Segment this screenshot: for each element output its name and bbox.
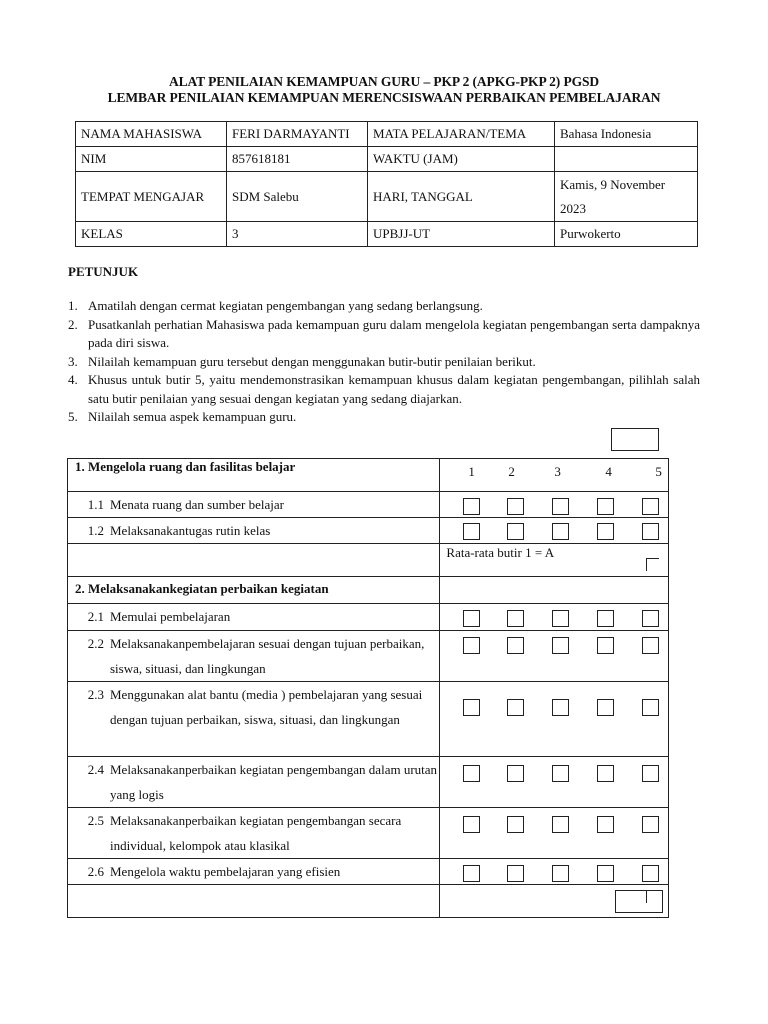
- rating-checkbox[interactable]: [507, 610, 524, 627]
- waktu-label: WAKTU (JAM): [368, 147, 555, 172]
- waktu-value: [555, 147, 698, 172]
- table-row: [68, 459, 669, 492]
- table-row: [68, 859, 669, 885]
- rating-checkbox[interactable]: [642, 610, 659, 627]
- document-subtitle: LEMBAR PENILAIAN KEMAMPUAN MERENCSISWAAN PERBAIKAN PEMBELAJARAN: [107, 90, 661, 105]
- rating-checkbox[interactable]: [463, 699, 480, 716]
- section1-heading: 1. Mengelola ruang dan fasilitas belajar: [68, 459, 440, 492]
- rating-checkbox[interactable]: [597, 765, 614, 782]
- rating-checkbox[interactable]: [597, 610, 614, 627]
- score-box[interactable]: [611, 428, 659, 451]
- list-item: [68, 353, 700, 372]
- table-row: [76, 222, 698, 247]
- rating-checkbox[interactable]: [552, 865, 569, 882]
- rating-checkbox[interactable]: [552, 699, 569, 716]
- item-number: 4.: [68, 372, 78, 387]
- item-text: Mengelola waktu pembelajaran yang efisien: [110, 864, 341, 879]
- item-number: 1.: [68, 298, 78, 313]
- scale-label: 5: [655, 464, 662, 479]
- rating-checkbox[interactable]: [463, 637, 480, 654]
- rating-checkbox[interactable]: [642, 498, 659, 515]
- item-text: Khusus untuk butir 5, yaitu mendemonstrasikan kemampuan khusus dalam kegiatan pengembangan, pilihlah salah satu butir penilaian yang sesuai dengan kegiatan yang sedang diajarkan.: [88, 372, 700, 406]
- rating-checkbox[interactable]: [642, 765, 659, 782]
- scale-label: 2: [508, 464, 515, 479]
- empty-cell: [68, 885, 440, 918]
- rating-checkbox[interactable]: [463, 523, 480, 540]
- rating-checkbox[interactable]: [552, 610, 569, 627]
- tempat-label: TEMPAT MENGAJAR: [76, 172, 227, 222]
- upbjj-label: UPBJJ-UT: [368, 222, 555, 247]
- table-row: [68, 885, 669, 918]
- hari-value: [555, 172, 698, 222]
- rating-cell: [440, 757, 669, 808]
- rating-checkbox[interactable]: [463, 765, 480, 782]
- rating-checkbox[interactable]: [507, 523, 524, 540]
- item-number: 2.4: [87, 762, 104, 777]
- table-row: [76, 172, 698, 222]
- rating-checkbox[interactable]: [597, 816, 614, 833]
- document-header: [0, 74, 768, 106]
- table-row: [68, 544, 669, 577]
- item-number: 5.: [68, 409, 78, 424]
- average-label: Rata-rata butir 1 = A: [446, 545, 555, 560]
- rating-cell: [440, 518, 669, 544]
- item-text: Menggunakan alat bantu (media ) pembelajaran yang sesuai dengan tujuan perbaikan, siswa, situasi, dan lingkungan: [110, 687, 423, 727]
- rating-checkbox[interactable]: [597, 523, 614, 540]
- tempat-value: SDM Salebu: [227, 172, 368, 222]
- identity-table: [75, 121, 698, 247]
- rating-checkbox[interactable]: [642, 523, 659, 540]
- list-item: [68, 408, 700, 427]
- evaluation-table: [67, 458, 669, 918]
- rating-checkbox[interactable]: [642, 865, 659, 882]
- hari-value-line1: Kamis, 9 November: [560, 176, 666, 192]
- item-number: 2.: [68, 316, 78, 332]
- item-number: 2.2: [87, 636, 104, 651]
- table-row: [68, 631, 669, 682]
- rating-checkbox[interactable]: [552, 498, 569, 515]
- item-text: Melaksanakanpembelajaran sesuai dengan tujuan perbaikan, siswa, situasi, dan lingkungan: [110, 636, 425, 676]
- item-number: 1.1: [87, 497, 104, 512]
- criteria-item: [68, 631, 440, 682]
- average-cell: [440, 544, 669, 577]
- petunjuk-heading: PETUNJUK: [68, 264, 139, 279]
- nim-label: NIM: [76, 147, 227, 172]
- table-row: [68, 682, 669, 757]
- table-row: [76, 122, 698, 147]
- criteria-item: [68, 682, 440, 757]
- nama-value: FERI DARMAYANTI: [227, 122, 368, 147]
- item-number: 2.6: [87, 864, 104, 879]
- item-text: Memulai pembelajaran: [110, 609, 231, 624]
- kelas-label: KELAS: [76, 222, 227, 247]
- criteria-item: [68, 808, 440, 859]
- rating-checkbox[interactable]: [642, 637, 659, 654]
- upbjj-value: Purwokerto: [555, 222, 698, 247]
- nim-value: 857618181: [227, 147, 368, 172]
- criteria-item: [68, 492, 440, 518]
- rating-checkbox[interactable]: [507, 765, 524, 782]
- result-corner-mark: [646, 890, 659, 903]
- criteria-item: [68, 757, 440, 808]
- item-text: Amatilah dengan cermat kegiatan pengembangan yang sedang berlangsung.: [88, 298, 483, 313]
- rating-checkbox[interactable]: [597, 865, 614, 882]
- scale-header: [440, 459, 669, 492]
- rating-checkbox[interactable]: [507, 699, 524, 716]
- scale-label: 4: [605, 464, 612, 479]
- scale-label: 1: [468, 464, 475, 479]
- rating-cell: [440, 492, 669, 518]
- rating-checkbox[interactable]: [507, 816, 524, 833]
- document-title: ALAT PENILAIAN KEMAMPUAN GURU – PKP 2 (APKG-PKP 2) PGSD: [168, 74, 600, 89]
- hari-value-line2: 2023: [560, 200, 586, 216]
- table-row: [68, 577, 669, 604]
- rating-cell: [440, 682, 669, 757]
- item-text: Nilailah semua aspek kemampuan guru.: [88, 409, 297, 424]
- rating-checkbox[interactable]: [507, 865, 524, 882]
- table-row: [68, 808, 669, 859]
- section2-heading: 2. Melaksanakankegiatan perbaikan kegiatan: [68, 577, 440, 604]
- rating-cell: [440, 859, 669, 885]
- criteria-item: [68, 604, 440, 631]
- item-number: 2.3: [87, 687, 104, 702]
- rating-checkbox[interactable]: [507, 498, 524, 515]
- item-number: 2.5: [87, 813, 104, 828]
- empty-cell: [68, 544, 440, 577]
- item-number: 2.1: [87, 609, 104, 624]
- rating-cell: [440, 604, 669, 631]
- criteria-item: [68, 518, 440, 544]
- kelas-value: 3: [227, 222, 368, 247]
- item-text: Melaksanakantugas rutin kelas: [110, 523, 271, 538]
- rating-checkbox[interactable]: [463, 865, 480, 882]
- rating-checkbox[interactable]: [463, 498, 480, 515]
- result-corner-mark: [646, 558, 659, 571]
- list-item: [68, 371, 700, 408]
- scale-label: 3: [554, 464, 561, 479]
- table-row: [68, 492, 669, 518]
- table-row: [68, 757, 669, 808]
- rating-checkbox[interactable]: [642, 816, 659, 833]
- rating-checkbox[interactable]: [597, 699, 614, 716]
- rating-checkbox[interactable]: [597, 498, 614, 515]
- list-item: [68, 316, 700, 353]
- item-text: Nilailah kemampuan guru tersebut dengan menggunakan butir-butir penilaian berikut.: [88, 353, 536, 369]
- item-number: 1.2: [87, 523, 104, 538]
- instruction-list: [68, 297, 700, 427]
- list-item: [68, 297, 700, 316]
- rating-checkbox[interactable]: [597, 637, 614, 654]
- table-row: [68, 604, 669, 631]
- rating-checkbox[interactable]: [552, 523, 569, 540]
- criteria-item: [68, 859, 440, 885]
- result-cell: [440, 885, 669, 918]
- item-text: Menata ruang dan sumber belajar: [110, 497, 284, 512]
- rating-checkbox[interactable]: [552, 637, 569, 654]
- rating-cell: [440, 808, 669, 859]
- mapel-label: MATA PELAJARAN/TEMA: [368, 122, 555, 147]
- rating-checkbox[interactable]: [552, 765, 569, 782]
- empty-cell: [440, 577, 669, 604]
- rating-checkbox[interactable]: [463, 816, 480, 833]
- hari-label: HARI, TANGGAL: [368, 172, 555, 222]
- table-row: [76, 147, 698, 172]
- nama-label: NAMA MAHASISWA: [76, 122, 227, 147]
- mapel-value: Bahasa Indonesia: [555, 122, 698, 147]
- rating-checkbox[interactable]: [552, 816, 569, 833]
- rating-checkbox[interactable]: [642, 699, 659, 716]
- rating-checkbox[interactable]: [507, 637, 524, 654]
- table-row: [68, 518, 669, 544]
- rating-checkbox[interactable]: [463, 610, 480, 627]
- item-text: Melaksanakanperbaikan kegiatan pengembangan dalam urutan yang logis: [110, 762, 438, 802]
- rating-cell: [440, 631, 669, 682]
- item-text: Melaksanakanperbaikan kegiatan pengembangan secara individual, kelompok atau klasikal: [110, 813, 402, 853]
- item-text: Pusatkanlah perhatian Mahasiswa pada kemampuan guru dalam mengelola kegiatan pengembangan serta dampaknya pada diri siswa.: [88, 316, 700, 350]
- item-number: 3.: [68, 353, 78, 369]
